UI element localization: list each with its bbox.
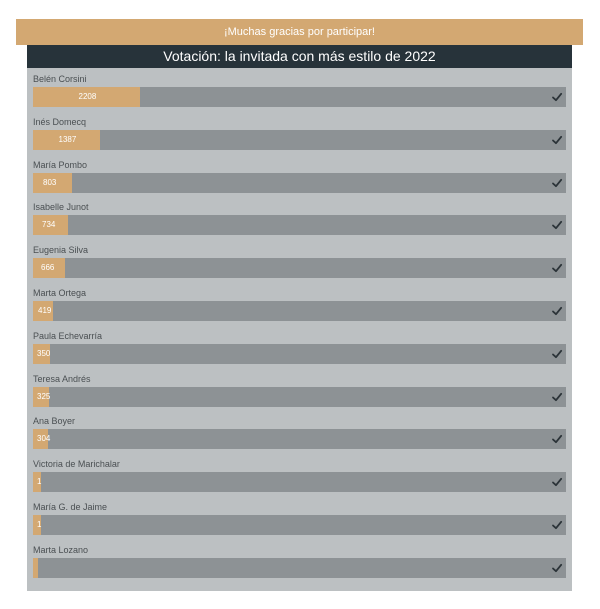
option-name: Marta Ortega [33,288,87,298]
vote-bar-fill [33,87,140,107]
vote-bar[interactable] [33,301,566,321]
vote-bar-fill [33,173,72,193]
vote-bar[interactable] [33,87,566,107]
check-icon [551,305,563,317]
poll-option[interactable] [33,330,566,370]
option-name: María Pombo [33,159,88,170]
check-icon [551,476,563,488]
option-name: Paula Echevarría [33,330,103,341]
vote-bar-fill [33,387,49,407]
vote-bar-fill [33,301,53,321]
vote-bar[interactable] [33,344,566,364]
check-icon [551,391,563,403]
option-name: Marta Lozano [33,544,89,555]
vote-bar[interactable] [33,515,566,535]
vote-count: 2208 [78,92,97,101]
vote-count: 803 [43,177,57,187]
check-icon [551,177,563,189]
poll-option[interactable] [33,415,566,455]
vote-count: 419 [38,306,52,315]
vote-bar-fill [33,258,65,278]
poll-widget [27,45,572,591]
vote-bar-fill [33,558,38,578]
vote-count: 734 [42,220,56,230]
option-name: Belén Corsini [33,74,87,84]
vote-bar-fill [33,130,100,150]
vote-count: 304 [37,434,51,444]
poll-option[interactable] [33,116,566,156]
vote-bar[interactable] [33,130,566,150]
vote-bar[interactable] [33,387,566,407]
vote-bar-fill [33,344,50,364]
check-icon [551,562,563,574]
poll-option[interactable] [33,201,566,241]
vote-bar-fill [33,429,51,449]
check-icon [551,134,563,146]
vote-count: 666 [41,263,55,273]
vote-count: 1 [37,520,42,529]
option-name: María G. de Jaime [33,502,108,512]
vote-bar[interactable] [33,558,566,578]
option-name: Eugenia Silva [33,245,89,256]
vote-bar[interactable] [33,173,566,193]
option-name: Isabelle Junot [33,202,89,213]
check-icon [551,348,563,360]
vote-bar-fill [33,515,41,535]
check-icon [551,219,563,231]
vote-bar[interactable] [33,215,566,235]
vote-bar[interactable] [33,429,566,449]
poll-option[interactable] [33,501,566,541]
poll-option[interactable] [33,159,566,199]
option-name: Teresa Andrés [33,373,91,384]
vote-bar[interactable] [33,258,566,278]
vote-count: 350 [37,348,51,358]
poll-option[interactable] [33,544,566,584]
vote-count: 1 [37,477,42,487]
vote-bar[interactable] [33,472,566,492]
vote-count: 1387 [58,134,77,144]
thanks-banner: ¡Muchas gracias por participar! [16,19,583,45]
poll-option[interactable] [33,287,566,327]
check-icon [551,262,563,274]
poll-option[interactable] [33,244,566,284]
poll-option[interactable] [33,373,566,413]
check-icon [551,519,563,531]
option-name: Ana Boyer [33,416,76,427]
option-name: Victoria de Marichalar [33,459,120,470]
check-icon [551,91,563,103]
vote-bar-fill [33,215,68,235]
vote-bar-fill [33,472,41,492]
vote-count: 325 [37,391,51,401]
option-name: Inés Domecq [33,116,87,127]
poll-option[interactable] [33,458,566,498]
check-icon [551,433,563,445]
poll-option[interactable] [33,73,566,113]
poll-title: Votación: la invitada con más estilo de 2022 [27,45,572,68]
